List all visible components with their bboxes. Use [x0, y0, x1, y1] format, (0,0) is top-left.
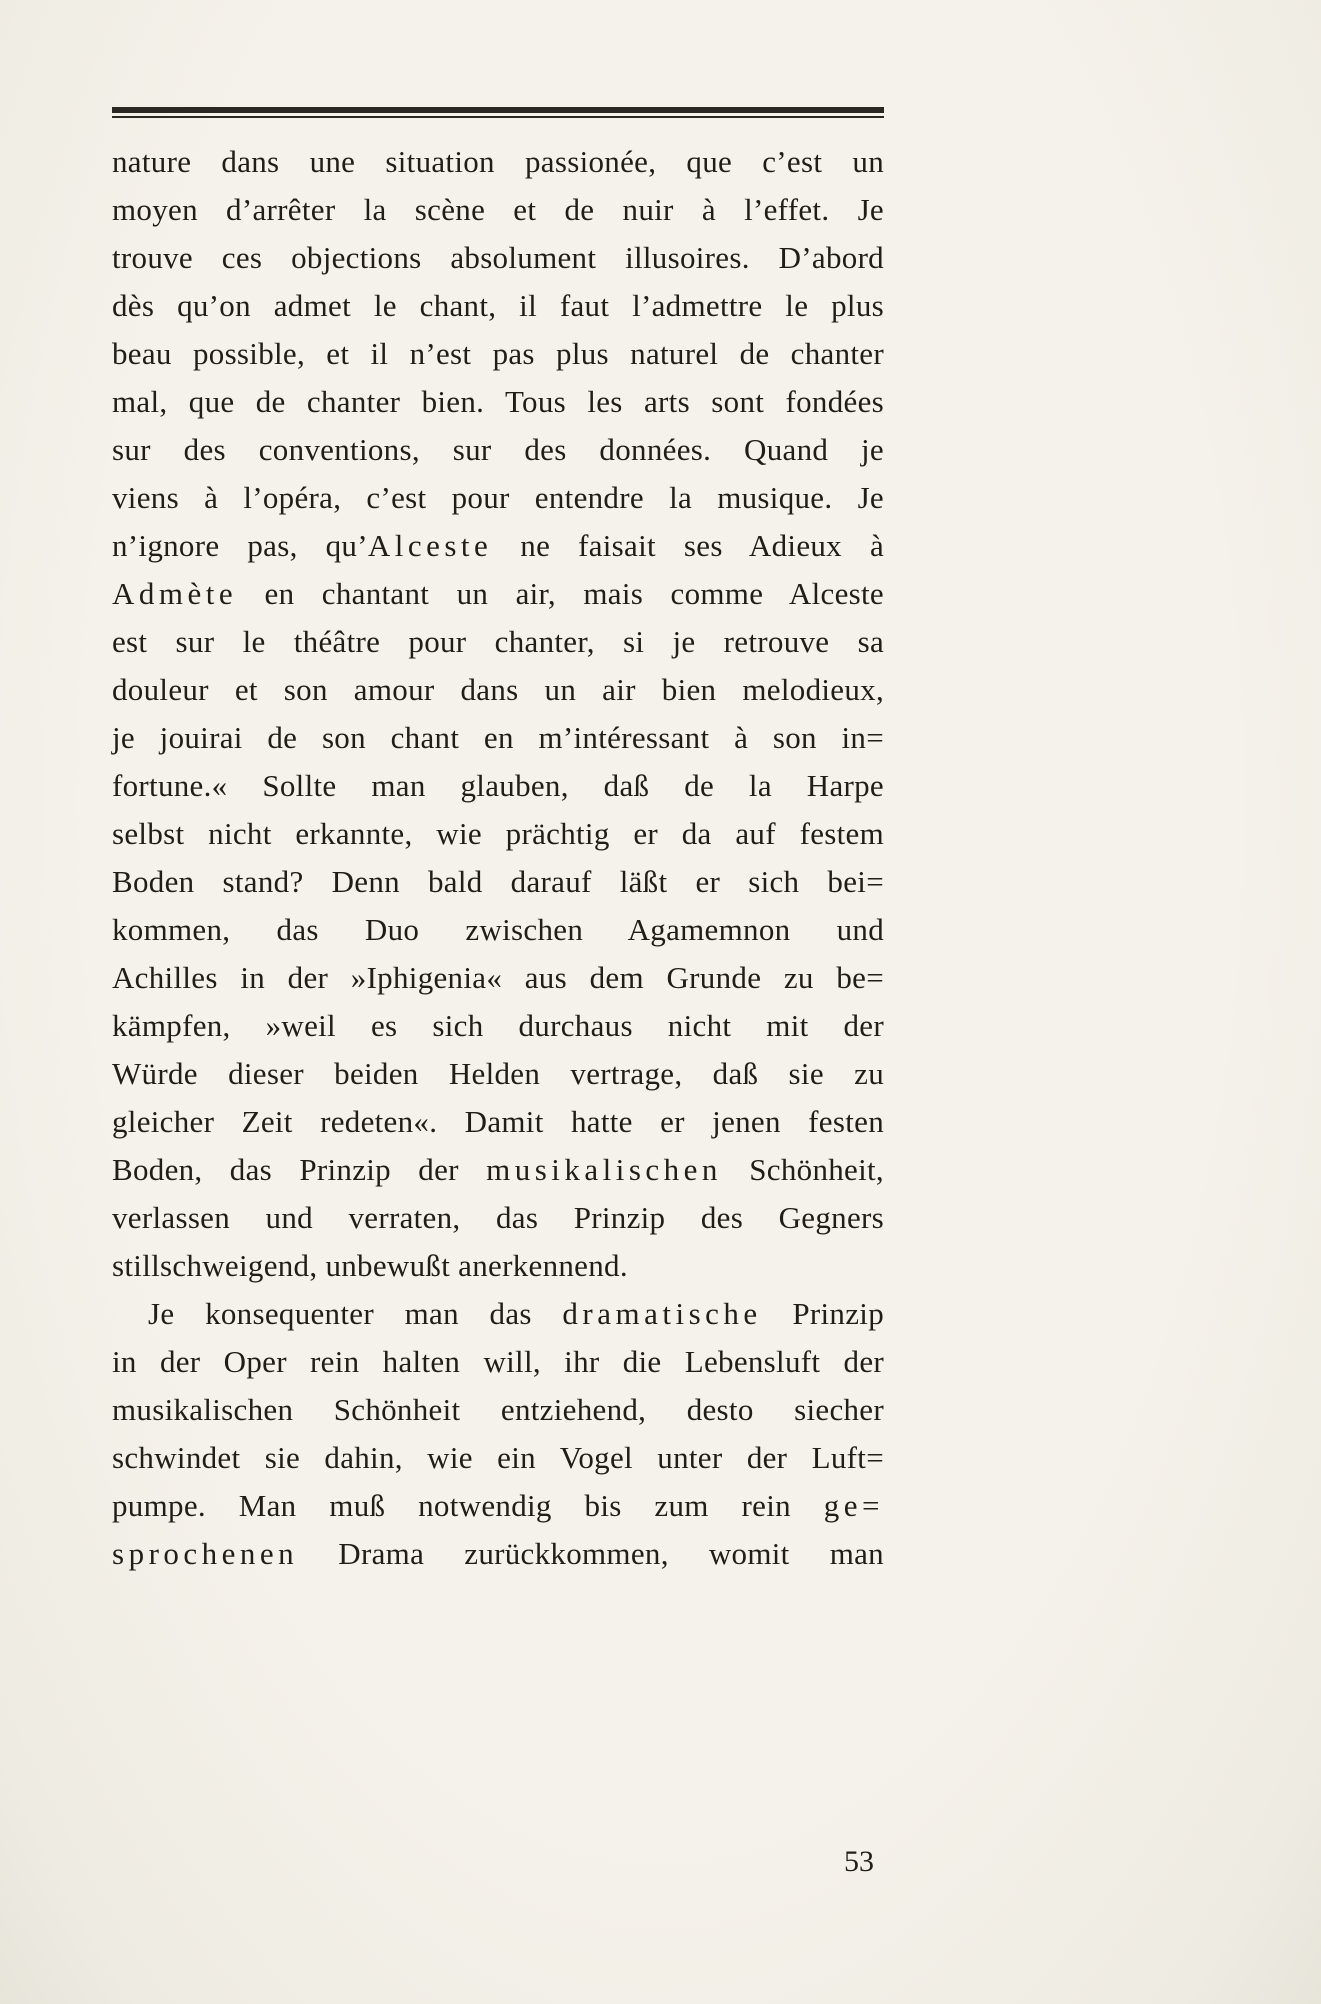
- text-line: viens à l’opéra, c’est pour entendre la musique. Je: [112, 480, 884, 515]
- letterspaced-word: dramatische: [562, 1296, 762, 1331]
- text-line: pumpe. Man muß notwendig bis zum rein ge=: [112, 1488, 884, 1523]
- text-block: [112, 138, 884, 1578]
- text-line: stillschweigend, unbewußt anerkennend.: [112, 1248, 628, 1283]
- text-line: fortune.« Sollte man glauben, daß de la Harpe: [112, 768, 884, 803]
- text-line: kommen, das Duo zwischen Agamemnon und: [112, 912, 884, 947]
- text-line: beau possible, et il n’est pas plus naturel de chanter: [112, 336, 884, 371]
- text-line: dès qu’on admet le chant, il faut l’admettre le plus: [112, 288, 884, 323]
- text-line: gleicher Zeit redeten«. Damit hatte er jenen festen: [112, 1104, 884, 1139]
- top-double-rule: [112, 107, 884, 118]
- text-line: musikalischen Schönheit entziehend, desto siecher: [112, 1392, 884, 1427]
- text-line: Boden, das Prinzip der musikalischen Schönheit,: [112, 1152, 884, 1187]
- page-number: 53: [844, 1845, 874, 1878]
- text-line: Boden stand? Denn bald darauf läßt er sich bei=: [112, 864, 884, 899]
- text-line: n’ignore pas, qu’Alceste ne faisait ses Adieux à: [112, 528, 885, 563]
- text-line: nature dans une situation passionée, que c’est un: [112, 144, 884, 179]
- text-line: je jouirai de son chant en m’intéressant à son in=: [112, 720, 884, 755]
- letterspaced-word: musikalischen: [486, 1152, 722, 1187]
- text-line: sur des conventions, sur des données. Quand je: [112, 432, 884, 467]
- text-line: verlassen und verraten, das Prinzip des Gegners: [112, 1200, 884, 1235]
- letterspaced-word: ge=: [823, 1488, 884, 1523]
- text-line: schwindet sie dahin, wie ein Vogel unter der Luft=: [112, 1440, 884, 1475]
- text-line: Achilles in der »Iphigenia« aus dem Grunde zu be=: [112, 960, 884, 995]
- text-line: in der Oper rein halten will, ihr die Lebensluft der: [112, 1344, 884, 1379]
- text-line: trouve ces objections absolument illusoires. D’abord: [112, 240, 884, 275]
- text-line: douleur et son amour dans un air bien melodieux,: [112, 672, 884, 707]
- letterspaced-word: Alceste: [367, 528, 493, 563]
- letterspaced-word: Admète: [112, 576, 238, 611]
- text-line: est sur le théâtre pour chanter, si je retrouve sa: [112, 624, 884, 659]
- text-line: Würde dieser beiden Helden vertrage, daß sie zu: [112, 1056, 884, 1091]
- top-rule-thick: [112, 107, 884, 113]
- top-rule-thin: [112, 116, 884, 118]
- text-line: sprochenen Drama zurückkommen, womit man: [112, 1536, 884, 1571]
- text-line: Admète en chantant un air, mais comme Alceste: [112, 576, 884, 611]
- text-line: mal, que de chanter bien. Tous les arts sont fondées: [112, 384, 884, 419]
- text-line: selbst nicht erkannte, wie prächtig er da auf festem: [112, 816, 884, 851]
- text-line: kämpfen, »weil es sich durchaus nicht mit der: [112, 1008, 884, 1043]
- letterspaced-word: sprochenen: [112, 1536, 299, 1571]
- text-line: moyen d’arrêter la scène et de nuir à l’effet. Je: [112, 192, 884, 227]
- text-line: Je konsequenter man das dramatische Prinzip: [148, 1296, 884, 1331]
